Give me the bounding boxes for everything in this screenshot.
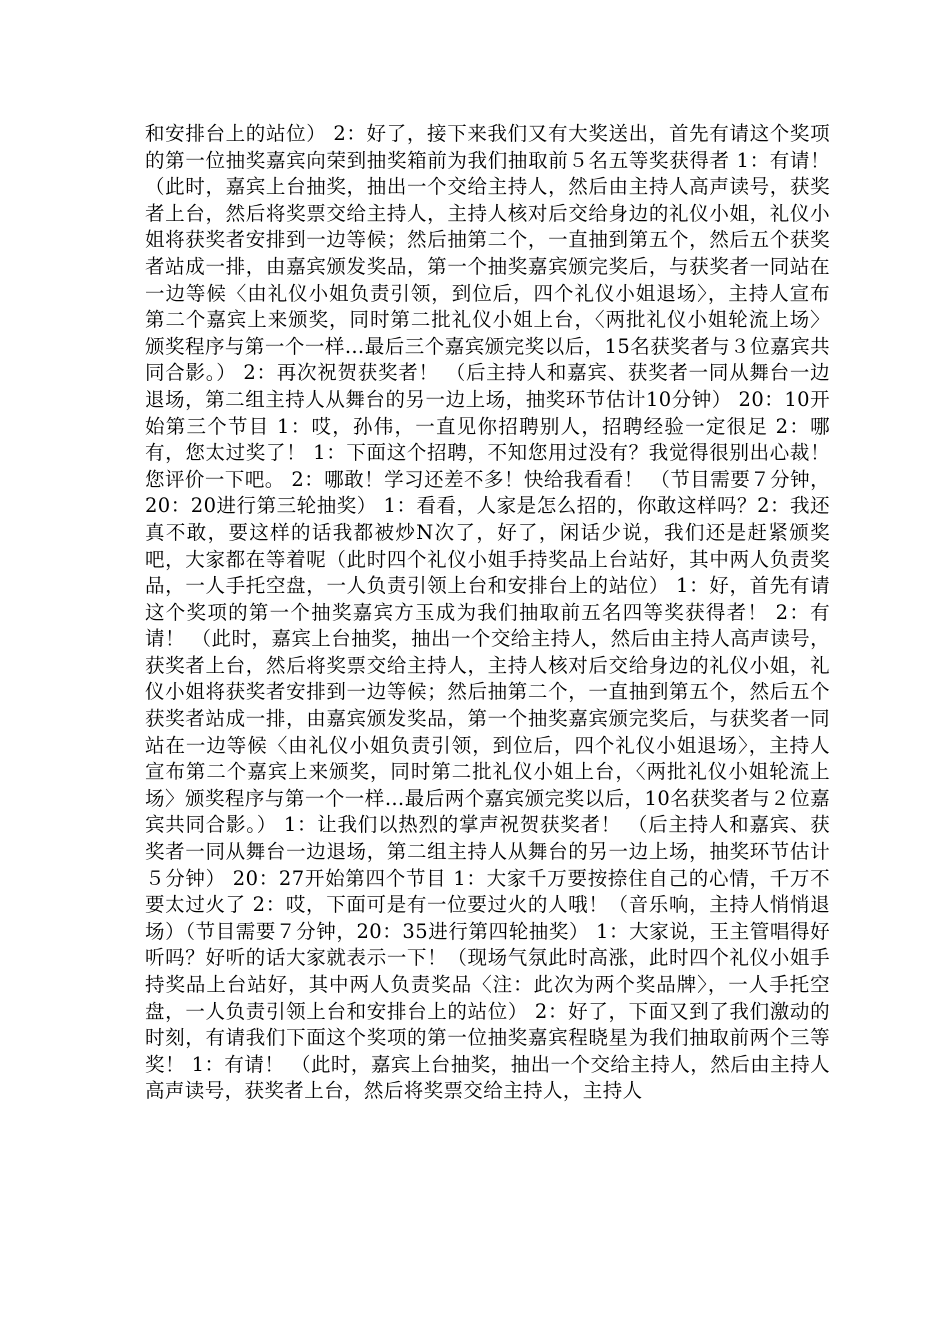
body-paragraph: 和安排台上的站位） 2：好了，接下来我们又有大奖送出，首先有请这个奖项的第一位抽奖嘉宾向荣到抽奖箱前为我们抽取前５名五等奖获得者 1：有请！ （此时，嘉宾上台抽奖，抽出一个交给主持人，然后由主持人高声读号，获奖者上台，然后将奖票交给主持人，主持人核对后交给身边的礼仪小姐，礼仪小姐将获奖者安排到一边等候；然后抽第二个，一直抽到第五个，然后五个获奖者站成一排，由嘉宾颁发奖品，第一个抽奖嘉宾颁完奖后，与获奖者一同站在一边等候〈由礼仪小姐负责引领，到位后，四个礼仪小姐退场〉，主持人宣布第二个嘉宾上来颁奖，同时第二批礼仪小姐上台，〈两批礼仪小姐轮流上场〉颁奖程序与第一个一样…最后三个嘉宾颁完奖以后，15名获奖者与３位嘉宾共同合影。） 2：再次祝贺获奖者！ （后主持人和嘉宾、获奖者一同从舞台一边退场，第二组主持人从舞台的另一边上场，抽奖环节估计10分钟） 20：10开始第三个节目 1：哎，孙伟，一直见你招聘别人，招聘经验一定很足 2：哪有，您太过奖了！ 1：下面这个招聘，不知您用过没有？我觉得很别出心裁！您评价一下吧。 2：哪敢！学习还差不多！快给我看看！ （节目需要７分钟，20：20进行第三轮抽奖） 1：看看，人家是怎么招的，你敢这样吗？2：我还真不敢，要这样的话我都被炒N次了，好了，闲话少说，我们还是赶紧颁奖吧，大家都在等着呢（此时四个礼仪小姐手持奖品上台站好，其中两人负责奖品，一人手托空盘，一人负责引领上台和安排台上的站位） 1：好，首先有请这个奖项的第一个抽奖嘉宾方玉成为我们抽取前五名四等奖获得者！ 2：有请！ （此时，嘉宾上台抽奖，抽出一个交给主持人，然后由主持人高声读号，获奖者上台，然后将奖票交给主持人，主持人核对后交给身边的礼仪小姐，礼仪小姐将获奖者安排到一边等候；然后抽第二个，一直抽到第五个，然后五个获奖者站成一排，由嘉宾颁发奖品，第一个抽奖嘉宾颁完奖后，与获奖者一同站在一边等候〈由礼仪小姐负责引领，到位后，四个礼仪小姐退场〉，主持人宣布第二个嘉宾上来颁奖，同时第二批礼仪小姐上台，〈两批礼仪小姐轮流上场〉颁奖程序与第一个一样…最后两个嘉宾颁完奖以后，10名获奖者与２位嘉宾共同合影。） 1：让我们以热烈的掌声祝贺获奖者！ （后主持人和嘉宾、获奖者一同从舞台一边退场，第二组主持人从舞台的另一边上场，抽奖环节估计５分钟） 20：27开始第四个节目 1：大家千万要按捺住自己的心情，千万不要太过火了 2：哎，下面可是有一位要过火的人哦！（音乐响，主持人悄悄退场）（节目需要７分钟，20：35进行第四轮抽奖） 1：大家说，王主管唱得好听吗？好听的话大家就表示一下！（现场气氛此时高涨，此时四个礼仪小姐手持奖品上台站好，其中两人负责奖品〈注：此次为两个奖品牌〉，一人手托空盘，一人负责引领上台和安排台上的站位） 2：好了，下面又到了我们激动的时刻，有请我们下面这个奖项的第一位抽奖嘉宾程晓星为我们抽取前两个三等奖！ 1：有请！ （此时，嘉宾上台抽奖，抽出一个交给主持人，然后由主持人高声读号，获奖者上台，然后将奖票交给主持人，主持人 (145, 122, 830, 1103)
